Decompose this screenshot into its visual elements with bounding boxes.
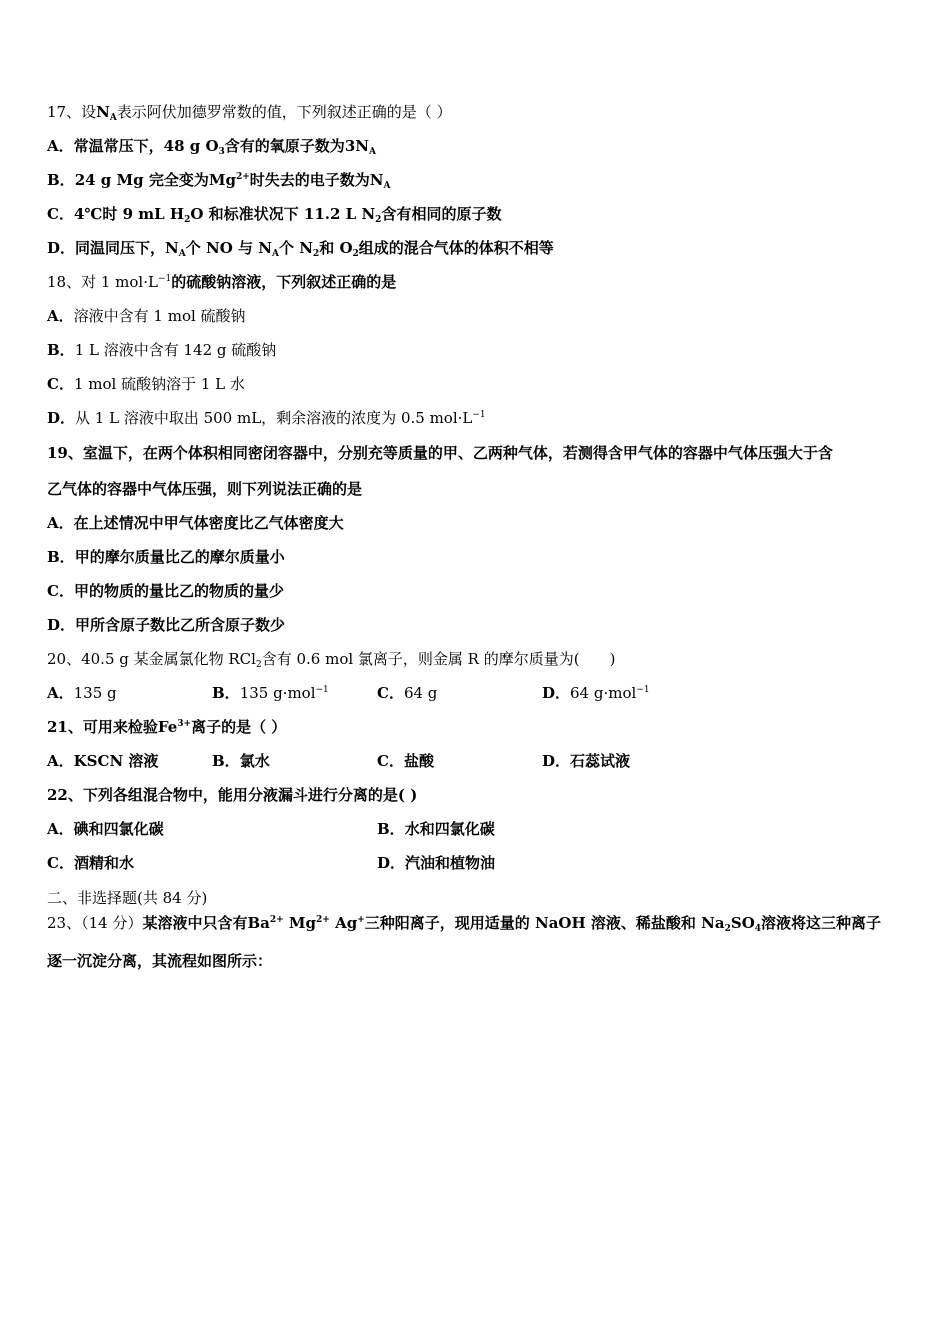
q20-option-d: D．64 g·mol$^{-1}$ xyxy=(542,684,650,702)
q18-option-a: A．溶液中含有 1 mol 硫酸钠 xyxy=(47,307,246,325)
q23-stem-line1: 23、（14 分）某溶液中只含有$Ba^{2+}$ $Mg^{2+}$ Ag+三种阳离子，现用适量的 NaOH 溶液、稀盐酸和 $Na_2SO_4$溶液将这三种离子 xyxy=(47,914,882,934)
q21-option-c: C．盐酸 xyxy=(377,752,434,770)
q19-option-b: B．甲的摩尔质量比乙的摩尔质量小 xyxy=(47,548,285,566)
q22-option-c: C．酒精和水 xyxy=(47,854,134,872)
q19-stem-line2: 乙气体的容器中气体压强，则下列说法正确的是 xyxy=(47,480,363,498)
q22-stem: 22、下列各组混合物中，能用分液漏斗进行分离的是( ) xyxy=(47,786,418,804)
q17-option-b: B．24 g Mg 完全变为$Mg^{2+}$时失去的电子数为$N_A$ xyxy=(47,171,391,191)
q18-option-d: D．从 1 L 溶液中取出 500 mL，剩余溶液的浓度为 0.5 $mol\cdot L^{-1}$ xyxy=(47,409,486,427)
q20-option-a: A．135 g xyxy=(47,684,117,702)
q18-stem: 18、对 1 $mol\cdot L^{-1}$的硫酸钠溶液，下列叙述正确的是 xyxy=(47,273,397,291)
q17-option-c: C．4℃时 9 mL $H_2O$ 和标准状况下 11.2 L $N_2$含有相同的原子数 xyxy=(47,205,502,225)
q18-option-b: B．1 L 溶液中含有 142 g 硫酸钠 xyxy=(47,341,277,359)
q21-option-a: A．KSCN 溶液 xyxy=(47,752,159,770)
q21-option-b: B．氯水 xyxy=(212,752,270,770)
q17-option-a: A．常温常压下，48 g $O_3$含有的氧原子数为$3N_A$ xyxy=(47,137,376,157)
q22-option-a: A．碘和四氯化碳 xyxy=(47,820,164,838)
section2-title: 二、非选择题(共 84 分) xyxy=(47,889,208,907)
q17-option-d: D．同温同压下，$N_A$个 NO 与 $N_A$个 $N_2$和 $O_2$组成的混合气体的体积不相等 xyxy=(47,239,554,259)
q23-stem-line2: 逐一沉淀分离，其流程如图所示： xyxy=(47,952,273,970)
q18-option-c: C．1 mol 硫酸钠溶于 1 L 水 xyxy=(47,375,245,393)
q21-option-d: D．石蕊试液 xyxy=(542,752,631,770)
q20-option-c: C．64 g xyxy=(377,684,438,702)
q19-stem-line1: 19、室温下，在两个体积相同密闭容器中，分别充等质量的甲、乙两种气体，若测得含甲气体的容器中气体压强大于含 xyxy=(47,444,833,462)
q17-stem: 17、设$N_A$表示阿伏加德罗常数的值，下列叙述正确的是（ ） xyxy=(47,103,452,123)
q22-option-d: D．汽油和植物油 xyxy=(377,854,496,872)
q22-option-b: B．水和四氯化碳 xyxy=(377,820,495,838)
q20-stem: 20、40.5 g 某金属氯化物 RCl$_2$含有 0.6 mol 氯离子，则金属 R 的摩尔质量为( ) xyxy=(47,650,616,670)
q19-option-c: C．甲的物质的量比乙的物质的量少 xyxy=(47,582,284,600)
q19-option-a: A．在上述情况中甲气体密度比乙气体密度大 xyxy=(47,514,344,532)
q21-stem: 21、可用来检验$Fe^{3+}$离子的是（ ） xyxy=(47,718,287,736)
q19-option-d: D．甲所含原子数比乙所含原子数少 xyxy=(47,616,286,634)
q20-option-b: B．135 g·mol$^{-1}$ xyxy=(212,684,329,702)
